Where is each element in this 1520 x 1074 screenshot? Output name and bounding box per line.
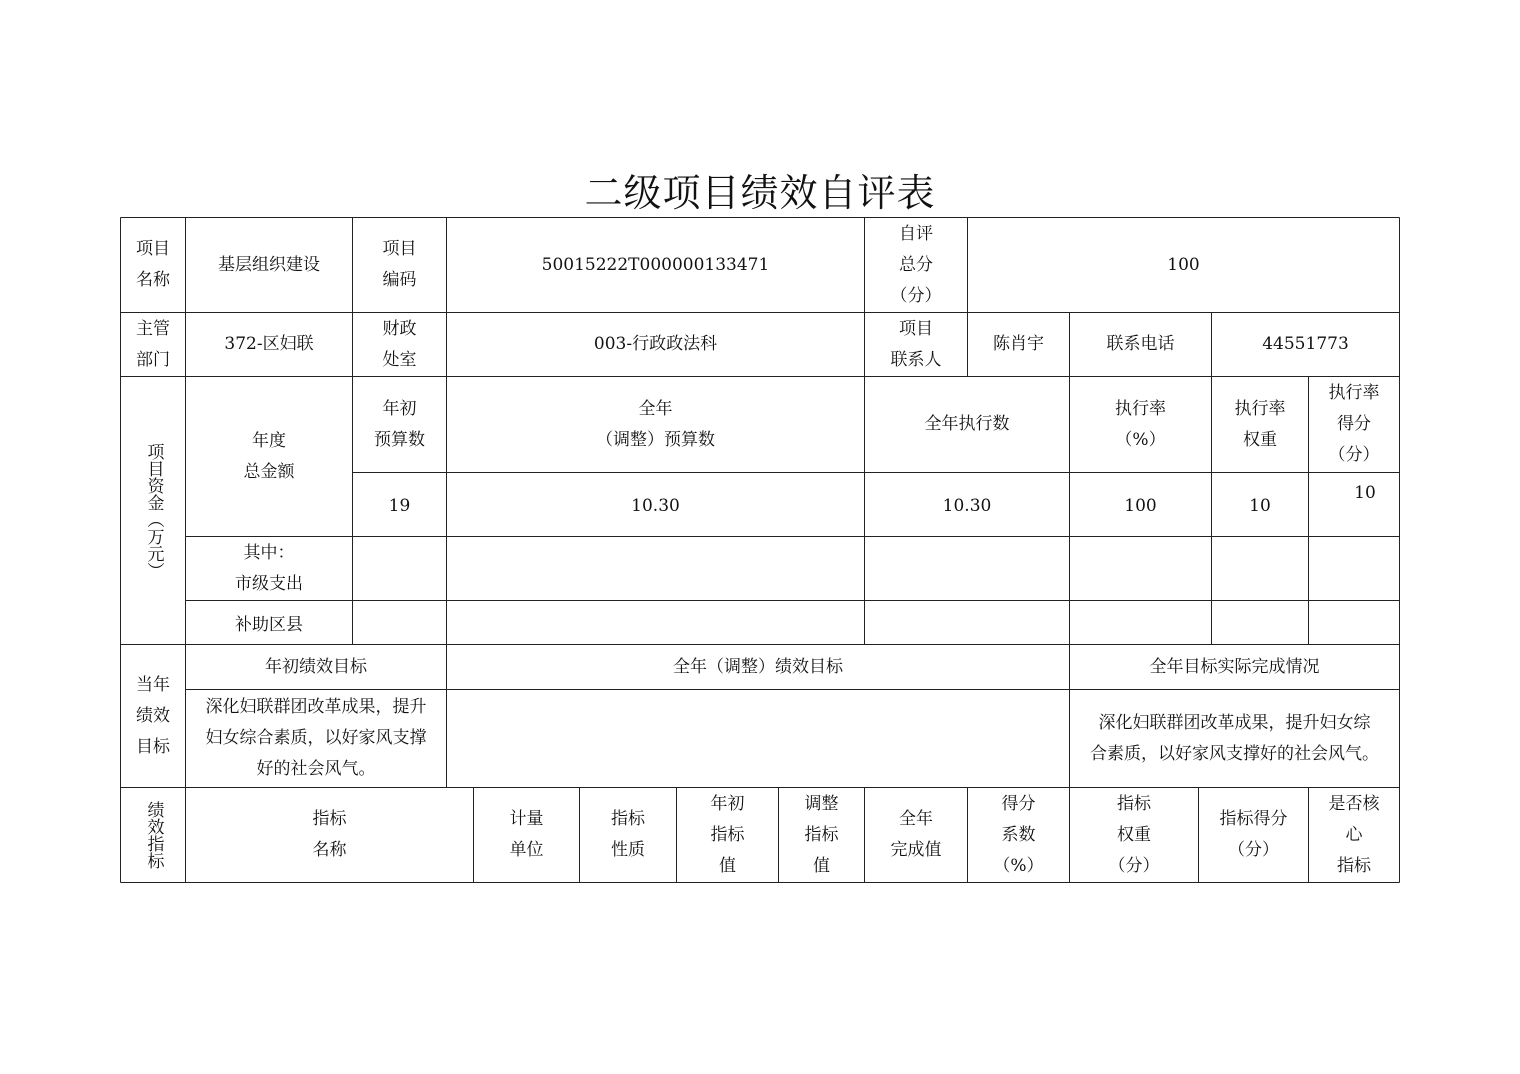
executed-label: 全年执行数 xyxy=(924,414,1010,434)
adjusted-goal-text xyxy=(447,690,1069,787)
contact-label: 项目 联系人 xyxy=(890,318,942,370)
finance-office-value: 003-行政政法科 xyxy=(593,334,718,354)
indicators-section-label xyxy=(121,788,185,882)
indicator-weight-label: 指标 权重 （分） xyxy=(1108,793,1160,876)
indicator-unit-label: 计量 单位 xyxy=(509,809,544,860)
indicator-completed-label: 全年 完成值 xyxy=(890,809,942,860)
adjusted-budget-value: 10.30 xyxy=(631,496,680,516)
dept-label: 主管 部门 xyxy=(136,318,170,370)
self-score-label: 自评 总分 （分） xyxy=(890,223,942,306)
project-name-value: 基层组织建设 xyxy=(218,254,320,275)
indicator-score-label: 指标得分 （分） xyxy=(1219,809,1288,860)
executed-value: 10.30 xyxy=(942,496,992,516)
project-name-label: 项目 名称 xyxy=(136,239,170,290)
rate-score-label: 执行率 得分 （分） xyxy=(1328,383,1380,465)
adjusted-budget-label: 全年 （调整）预算数 xyxy=(596,398,715,450)
initial-goal-header: 年初绩效目标 xyxy=(265,656,367,677)
annual-total-label: 年度 总金额 xyxy=(243,430,295,482)
finance-office-label: 财政 处室 xyxy=(382,318,417,370)
exec-rate-label: 执行率 （%） xyxy=(1115,398,1166,450)
indicators-section-text: 绩效指标 xyxy=(143,801,164,869)
district-subsidy-label: 补助区县 xyxy=(235,615,303,635)
phone-label: 联系电话 xyxy=(1106,334,1175,354)
indicator-name-label: 指标 名称 xyxy=(312,809,347,860)
rate-score-value: 10 xyxy=(1354,482,1376,503)
project-code-label: 项目 编码 xyxy=(382,239,417,290)
goals-section-label: 当年 绩效 目标 xyxy=(136,674,170,757)
indicator-coef-label: 得分 系数 （%） xyxy=(993,793,1044,876)
actual-goal-text: 深化妇联群团改革成果，提升妇女综 合素质，以好家风支撑好的社会风气。 xyxy=(1090,712,1379,764)
rate-weight-value: 10 xyxy=(1249,496,1271,516)
initial-budget-value: 19 xyxy=(388,496,411,516)
city-expense-label: 其中： 市级支出 xyxy=(235,542,303,594)
dept-value: 372-区妇联 xyxy=(224,334,314,354)
funds-section-text: 项目资金（万元） xyxy=(143,442,164,579)
rate-weight-label: 执行率 权重 xyxy=(1234,398,1286,450)
indicator-nature-label: 指标 性质 xyxy=(611,809,645,860)
self-score-value: 100 xyxy=(1167,254,1200,275)
funds-section-label xyxy=(121,377,185,644)
indicator-initial-value-label: 年初 指标 值 xyxy=(710,793,745,876)
initial-goal-text: 深化妇联群团改革成果，提升 妇女综合素质，以好家风支撑 好的社会风气。 xyxy=(205,697,427,779)
adjusted-goal-header: 全年（调整）绩效目标 xyxy=(673,656,843,677)
initial-budget-label: 年初 预算数 xyxy=(374,398,425,450)
contact-value: 陈肖宇 xyxy=(993,334,1044,354)
project-code-value: 50015222T000000133471 xyxy=(541,254,770,275)
exec-rate-value: 100 xyxy=(1124,496,1157,516)
indicator-adjusted-value-label: 调整 指标 值 xyxy=(804,793,839,876)
actual-goal-header: 全年目标实际完成情况 xyxy=(1149,656,1320,677)
page-title: 二级项目绩效自评表 xyxy=(584,171,936,215)
phone-value: 44551773 xyxy=(1262,334,1349,354)
indicator-core-label: 是否核 心 指标 xyxy=(1328,793,1380,876)
